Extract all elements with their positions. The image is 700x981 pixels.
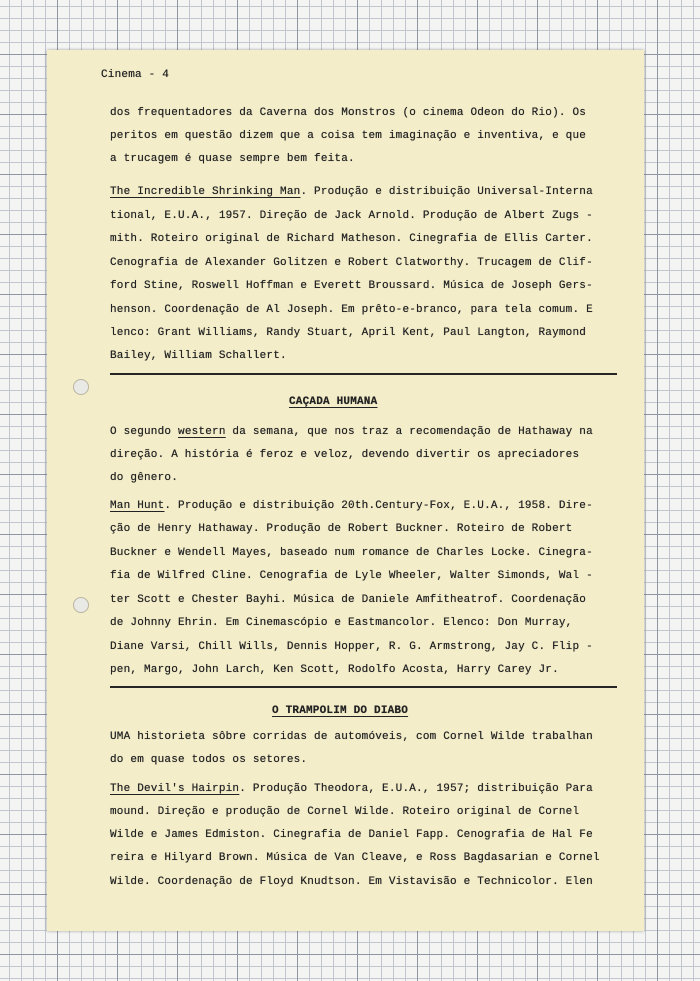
film-credit-line: Bailey, William Schallert.	[110, 350, 287, 362]
section-heading: O TRAMPOLIM DO DIABO	[272, 705, 409, 717]
film-credit-line: ção de Henry Hathaway. Produção de Robert Buckner. Roteiro de Robert	[110, 523, 573, 535]
intro-line: peritos em questão dizem que a coisa tem imaginação e inventiva, e que	[110, 130, 587, 142]
film-credit-line: de Johnny Ehrin. Em Cinemascópio e Eastmancolor. Elenco: Don Murray,	[110, 617, 573, 629]
page-header: Cinema - 4	[101, 69, 170, 81]
film-credit-line: pen, Margo, John Larch, Ken Scott, Rodolfo Acosta, Harry Carey Jr.	[110, 664, 559, 676]
review-line: do em quase todos os setores.	[110, 754, 308, 766]
review-line: UMA historieta sôbre corridas de automóveis, com Cornel Wilde trabalhan	[110, 731, 593, 743]
emphasized-word: western	[178, 426, 226, 438]
film-credit-line: reira e Hilyard Brown. Música de Van Cleave, e Ross Bagdasarian e Cornel	[110, 852, 600, 864]
film-title: The Devil's Hairpin	[110, 783, 240, 795]
review-line: direção. A história é feroz e veloz, devendo divertir os apreciadores	[110, 449, 580, 461]
film-credit-line: lenco: Grant Williams, Randy Stuart, April Kent, Paul Langton, Raymond	[110, 327, 587, 339]
film-credit-line: henson. Coordenação de Al Joseph. Em prêto-e-branco, para tela comum. E	[110, 304, 593, 316]
film-credit-line: fia de Wilfred Cline. Cenografia de Lyle Wheeler, Walter Simonds, Wal -	[110, 570, 593, 582]
intro-line: dos frequentadores da Caverna dos Monstros (o cinema Odeon do Rio). Os	[110, 107, 587, 119]
film-credit-line: Wilde. Coordenação de Floyd Knudtson. Em Vistavisão e Technicolor. Elen	[110, 876, 593, 888]
film-credit-line: tional, E.U.A., 1957. Direção de Jack Arnold. Produção de Albert Zugs -	[110, 210, 593, 222]
section-heading: CAÇADA HUMANA	[289, 396, 378, 408]
film-credit-line: Man Hunt. Produção e distribuição 20th.Century-Fox, E.U.A., 1958. Dire-	[110, 500, 593, 512]
film-credit-line: Buckner e Wendell Mayes, baseado num romance de Charles Locke. Cinegra-	[110, 547, 593, 559]
intro-line: a trucagem é quase sempre bem feita.	[110, 153, 355, 165]
punch-hole	[73, 379, 89, 395]
punch-hole	[73, 597, 89, 613]
typewritten-page	[47, 50, 644, 931]
review-line: O segundo western da semana, que nos traz a recomendação de Hathaway na	[110, 426, 593, 438]
film-credit-line: The Incredible Shrinking Man. Produção e distribuição Universal-Interna	[110, 186, 593, 198]
film-credit-line: The Devil's Hairpin. Produção Theodora, E.U.A., 1957; distribuição Para	[110, 783, 593, 795]
film-title: The Incredible Shrinking Man	[110, 186, 301, 198]
film-credit-line: Cenografia de Alexander Golitzen e Robert Clatworthy. Trucagem de Clif-	[110, 257, 593, 269]
section-divider	[110, 373, 617, 375]
review-line: do gênero.	[110, 472, 179, 484]
section-divider	[110, 686, 617, 688]
film-credit-line: Diane Varsi, Chill Wills, Dennis Hopper, R. G. Armstrong, Jay C. Flip -	[110, 641, 593, 653]
film-credit-line: mith. Roteiro original de Richard Matheson. Cinegrafia de Ellis Carter.	[110, 233, 593, 245]
film-credit-line: mound. Direção e produção de Cornel Wilde. Roteiro original de Cornel	[110, 806, 580, 818]
film-credit-line: Wilde e James Edmiston. Cinegrafia de Daniel Fapp. Cenografia de Hal Fe	[110, 829, 593, 841]
film-credit-line: ford Stine, Roswell Hoffman e Everett Broussard. Música de Joseph Gers-	[110, 280, 593, 292]
film-credit-line: ter Scott e Chester Bayhi. Música de Daniele Amfitheatrof. Coordenação	[110, 594, 587, 606]
film-title: Man Hunt	[110, 500, 165, 512]
